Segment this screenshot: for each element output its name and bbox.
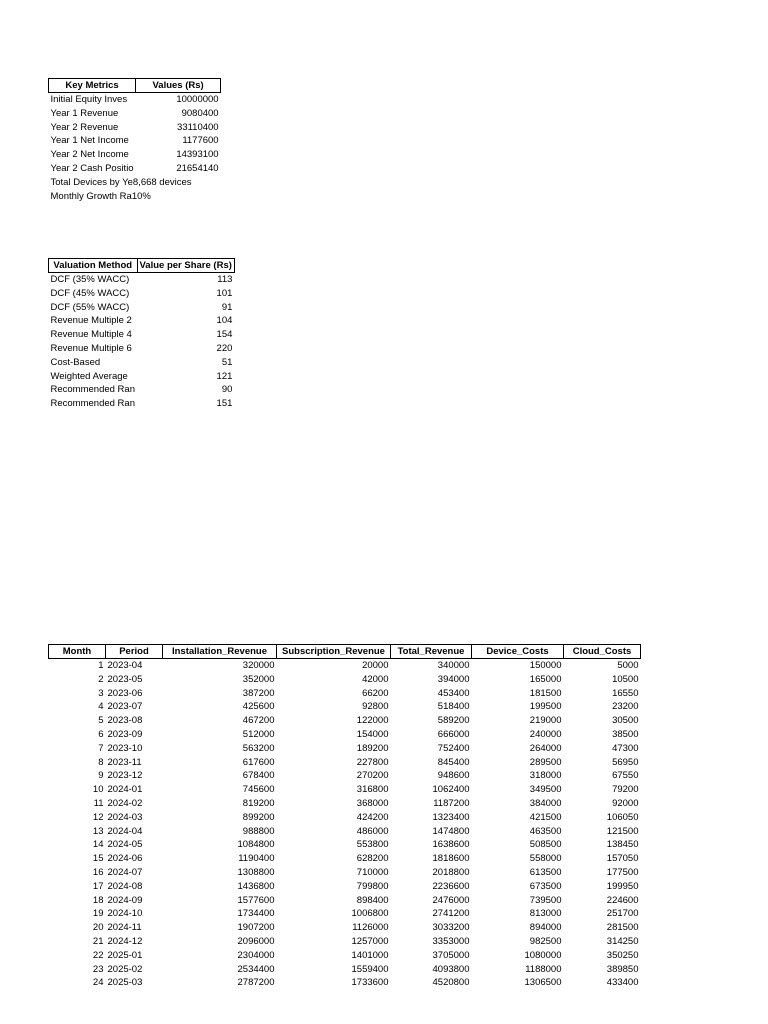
metric-label: Year 2 Cash Positio bbox=[50, 162, 134, 174]
monthly-header-row bbox=[49, 645, 641, 659]
installation-revenue-cell: 1308800 bbox=[237, 866, 275, 878]
month-cell: 16 bbox=[92, 866, 104, 878]
subscription-revenue-cell: 628200 bbox=[356, 853, 389, 865]
metric-label: Year 2 Revenue bbox=[50, 121, 119, 133]
installation-revenue-cell: 2304000 bbox=[237, 949, 275, 961]
month-header: Month bbox=[49, 645, 106, 659]
subscription-revenue-cell: 424200 bbox=[356, 811, 389, 823]
period-cell: 2024-06 bbox=[107, 853, 143, 865]
device-costs-cell: 264000 bbox=[529, 742, 562, 754]
value-per-share: 151 bbox=[216, 398, 233, 410]
installation-revenue-cell: 1907200 bbox=[237, 922, 275, 934]
subscription-revenue-cell: 1401000 bbox=[351, 949, 389, 961]
total-revenue-cell: 2476000 bbox=[432, 894, 470, 906]
cloud-costs-cell: 16550 bbox=[612, 687, 639, 699]
subscription-revenue-header: Subscription_Revenue bbox=[277, 645, 391, 659]
subscription-revenue-cell: 1126000 bbox=[352, 922, 389, 934]
total-revenue-cell: 752400 bbox=[437, 742, 470, 754]
cloud-costs-cell: 67550 bbox=[612, 770, 639, 782]
cloud-costs-cell: 177500 bbox=[606, 866, 639, 878]
cloud-costs-cell: 350250 bbox=[606, 949, 639, 961]
device-costs-cell: 421500 bbox=[529, 811, 562, 823]
device-costs-cell: 463500 bbox=[529, 825, 562, 837]
month-cell: 3 bbox=[98, 687, 104, 699]
value-per-share: 51 bbox=[221, 356, 233, 368]
month-cell: 4 bbox=[98, 701, 104, 713]
total-revenue-cell: 589200 bbox=[437, 715, 470, 727]
metric-label: Year 1 Revenue bbox=[50, 107, 119, 119]
installation-revenue-cell: 1577600 bbox=[237, 894, 275, 906]
device-costs-cell: 181500 bbox=[529, 687, 562, 699]
subscription-revenue-cell: 20000 bbox=[362, 660, 389, 671]
cloud-costs-cell: 79200 bbox=[612, 784, 639, 796]
subscription-revenue-cell: 316800 bbox=[356, 784, 389, 796]
period-cell: 2024-07 bbox=[107, 866, 143, 878]
total-revenue-cell: 4093800 bbox=[432, 963, 470, 975]
table-row bbox=[49, 907, 641, 921]
period-cell: 2024-05 bbox=[107, 839, 143, 851]
values-header: Values (Rs) bbox=[136, 79, 221, 93]
total-revenue-cell: 2236600 bbox=[432, 880, 470, 892]
table-row bbox=[49, 949, 641, 963]
device-costs-cell: 982500 bbox=[529, 935, 562, 947]
total-revenue-cell: 1062400 bbox=[432, 784, 470, 796]
subscription-revenue-cell: 1559400 bbox=[351, 963, 389, 975]
table-row bbox=[49, 328, 235, 342]
installation-revenue-cell: 467200 bbox=[242, 715, 275, 727]
table-row bbox=[49, 134, 221, 148]
metric-value: 14393100 bbox=[176, 149, 219, 161]
subscription-revenue-cell: 227800 bbox=[356, 756, 389, 768]
period-cell: 2023-07 bbox=[107, 701, 143, 713]
total-revenue-cell: 1187200 bbox=[433, 797, 470, 809]
month-cell: 22 bbox=[92, 949, 104, 961]
table-row bbox=[49, 935, 641, 949]
device-costs-cell: 508500 bbox=[529, 839, 562, 851]
table-row bbox=[49, 93, 221, 107]
device-costs-cell: 150000 bbox=[529, 660, 562, 671]
installation-revenue-cell: 563200 bbox=[242, 742, 275, 754]
subscription-revenue-cell: 486000 bbox=[356, 825, 389, 837]
value-per-share-header: Value per Share (Rs) bbox=[137, 259, 234, 273]
valuation-method: DCF (35% WACC) bbox=[50, 274, 130, 285]
subscription-revenue-cell: 799800 bbox=[356, 880, 389, 892]
month-cell: 8 bbox=[98, 756, 104, 768]
table-row bbox=[49, 838, 641, 852]
installation-revenue-cell: 899200 bbox=[242, 811, 275, 823]
metric-label: Year 1 Net Income bbox=[50, 135, 129, 147]
cloud-costs-cell: 30500 bbox=[612, 715, 639, 727]
cloud-costs-cell: 389850 bbox=[606, 963, 639, 975]
period-cell: 2023-11 bbox=[107, 756, 142, 768]
subscription-revenue-cell: 92800 bbox=[362, 701, 389, 713]
subscription-revenue-cell: 154000 bbox=[356, 728, 389, 740]
table-row bbox=[49, 370, 235, 384]
month-cell: 9 bbox=[98, 770, 104, 782]
installation-revenue-cell: 320000 bbox=[242, 660, 275, 671]
total-revenue-cell: 4520800 bbox=[432, 977, 470, 989]
month-cell: 12 bbox=[92, 811, 104, 823]
installation-revenue-cell: 425600 bbox=[242, 701, 275, 713]
value-per-share: 104 bbox=[216, 315, 233, 327]
metric-value: 21654140 bbox=[176, 162, 219, 174]
table-row bbox=[49, 700, 641, 714]
device-costs-cell: 613500 bbox=[529, 866, 562, 878]
valuation-method: DCF (45% WACC) bbox=[50, 287, 130, 299]
total-revenue-cell: 2741200 bbox=[432, 908, 470, 920]
month-cell: 19 bbox=[92, 908, 104, 920]
table-row bbox=[49, 273, 235, 287]
period-cell: 2025-01 bbox=[107, 949, 143, 961]
month-cell: 7 bbox=[98, 742, 104, 754]
month-cell: 15 bbox=[92, 853, 104, 865]
month-cell: 21 bbox=[92, 935, 104, 947]
period-cell: 2023-08 bbox=[107, 715, 143, 727]
installation-revenue-cell: 617600 bbox=[242, 756, 275, 768]
subscription-revenue-cell: 368000 bbox=[356, 797, 389, 809]
period-cell: 2023-06 bbox=[107, 687, 143, 699]
device-costs-cell: 165000 bbox=[529, 673, 562, 685]
period-cell: 2024-12 bbox=[107, 935, 143, 947]
period-cell: 2023-09 bbox=[107, 728, 143, 740]
total-revenue-cell: 1818600 bbox=[432, 853, 470, 865]
key-metrics-header-row bbox=[49, 79, 221, 93]
device-costs-cell: 349500 bbox=[529, 784, 562, 796]
valuation-method: Weighted Average bbox=[50, 370, 128, 382]
table-row bbox=[49, 797, 641, 811]
cloud-costs-header: Cloud_Costs bbox=[564, 645, 641, 659]
month-cell: 23 bbox=[92, 963, 104, 975]
metric-row bbox=[49, 176, 221, 190]
cloud-costs-cell: 138450 bbox=[606, 839, 639, 851]
period-cell: 2025-02 bbox=[107, 963, 143, 975]
installation-revenue-cell: 1436800 bbox=[237, 880, 275, 892]
device-costs-cell: 894000 bbox=[529, 922, 562, 934]
installation-revenue-cell: 387200 bbox=[242, 687, 275, 699]
total-revenue-cell: 518400 bbox=[437, 701, 470, 713]
table-row bbox=[49, 687, 641, 701]
table-row bbox=[49, 107, 221, 121]
cloud-costs-cell: 199950 bbox=[606, 880, 639, 892]
device-costs-cell: 1188000 bbox=[525, 963, 562, 975]
table-row bbox=[49, 852, 641, 866]
installation-revenue-cell: 2096000 bbox=[237, 935, 275, 947]
total-revenue-cell: 948600 bbox=[437, 770, 470, 782]
table-row bbox=[49, 811, 641, 825]
month-cell: 2 bbox=[98, 673, 104, 685]
period-cell: 2024-03 bbox=[107, 811, 143, 823]
cloud-costs-cell: 47300 bbox=[612, 742, 639, 754]
valuation-method: Revenue Multiple 4 bbox=[50, 329, 132, 341]
period-cell: 2024-02 bbox=[107, 797, 143, 809]
value-per-share: 90 bbox=[221, 384, 233, 396]
value-per-share: 154 bbox=[216, 329, 233, 341]
table-row bbox=[49, 176, 221, 190]
table-row bbox=[49, 825, 641, 839]
period-header: Period bbox=[106, 645, 163, 659]
period-cell: 2024-01 bbox=[107, 784, 143, 796]
cloud-costs-cell: 5000 bbox=[617, 660, 639, 671]
table-row bbox=[49, 356, 235, 370]
total-revenue-cell: 3033200 bbox=[432, 922, 470, 934]
device-costs-cell: 558000 bbox=[529, 853, 562, 865]
table-row bbox=[49, 301, 235, 315]
valuation-header-row bbox=[49, 259, 235, 273]
table-row bbox=[49, 397, 235, 411]
valuation-method-header: Valuation Method bbox=[49, 259, 138, 273]
month-cell: 1 bbox=[98, 660, 104, 671]
metric-label: Total Devices by Ye bbox=[50, 176, 133, 188]
month-cell: 10 bbox=[92, 784, 104, 796]
cloud-costs-cell: 281500 bbox=[606, 922, 639, 934]
installation-revenue-cell: 512000 bbox=[242, 728, 275, 740]
month-cell: 14 bbox=[92, 839, 104, 851]
table-row bbox=[49, 287, 235, 301]
cloud-costs-cell: 10500 bbox=[612, 673, 639, 685]
total-revenue-cell: 666000 bbox=[437, 728, 470, 740]
period-cell: 2024-09 bbox=[107, 894, 143, 906]
total-revenue-cell: 453400 bbox=[437, 687, 470, 699]
subscription-revenue-cell: 1006800 bbox=[351, 908, 389, 920]
table-row bbox=[49, 783, 641, 797]
device-costs-cell: 673500 bbox=[529, 880, 562, 892]
month-cell: 18 bbox=[92, 894, 104, 906]
installation-revenue-cell: 352000 bbox=[242, 673, 275, 685]
installation-revenue-cell: 1190400 bbox=[238, 853, 275, 865]
device-costs-cell: 199500 bbox=[529, 701, 562, 713]
subscription-revenue-cell: 710000 bbox=[356, 866, 389, 878]
table-row bbox=[49, 314, 235, 328]
cloud-costs-cell: 224600 bbox=[606, 894, 639, 906]
total-revenue-cell: 1323400 bbox=[432, 811, 470, 823]
value-per-share: 113 bbox=[217, 274, 233, 285]
subscription-revenue-cell: 553800 bbox=[356, 839, 389, 851]
period-cell: 2023-04 bbox=[107, 660, 143, 671]
metric-label: Year 2 Net Income bbox=[50, 149, 129, 161]
device-costs-cell: 219000 bbox=[529, 715, 562, 727]
valuation-table bbox=[48, 258, 235, 411]
device-costs-cell: 813000 bbox=[529, 908, 562, 920]
metric-label: Monthly Growth Ra bbox=[50, 190, 132, 202]
period-cell: 2023-05 bbox=[107, 673, 143, 685]
value-per-share: 101 bbox=[216, 287, 233, 299]
key-metrics-header: Key Metrics bbox=[49, 79, 136, 93]
table-row bbox=[49, 963, 641, 977]
subscription-revenue-cell: 42000 bbox=[362, 673, 389, 685]
device-costs-cell: 318000 bbox=[529, 770, 562, 782]
cloud-costs-cell: 157050 bbox=[606, 853, 639, 865]
month-cell: 11 bbox=[93, 797, 104, 809]
subscription-revenue-cell: 270200 bbox=[356, 770, 389, 782]
month-cell: 13 bbox=[92, 825, 104, 837]
installation-revenue-cell: 678400 bbox=[242, 770, 275, 782]
installation-revenue-cell: 1084800 bbox=[237, 839, 275, 851]
month-cell: 24 bbox=[92, 977, 104, 989]
month-cell: 5 bbox=[98, 715, 104, 727]
total-revenue-cell: 3705000 bbox=[432, 949, 470, 961]
valuation-method: Revenue Multiple 2 bbox=[50, 315, 132, 327]
metric-value: 9080400 bbox=[181, 107, 219, 119]
cloud-costs-cell: 314250 bbox=[606, 935, 639, 947]
table-row bbox=[49, 880, 641, 894]
device-costs-cell: 1080000 bbox=[524, 949, 562, 961]
device-costs-cell: 1306500 bbox=[524, 977, 562, 989]
table-row bbox=[49, 921, 641, 935]
total-revenue-header: Total_Revenue bbox=[391, 645, 472, 659]
device-costs-cell: 384000 bbox=[529, 797, 562, 809]
table-row bbox=[49, 162, 221, 176]
metric-value: 1177600 bbox=[182, 135, 219, 147]
month-cell: 6 bbox=[98, 728, 104, 740]
total-revenue-cell: 394000 bbox=[437, 673, 470, 685]
period-cell: 2023-12 bbox=[107, 770, 143, 782]
subscription-revenue-cell: 122000 bbox=[356, 715, 389, 727]
valuation-method: Recommended Ran bbox=[50, 384, 135, 396]
monthly-projection-table bbox=[48, 644, 641, 990]
valuation-method: Revenue Multiple 6 bbox=[50, 342, 132, 354]
period-cell: 2023-10 bbox=[107, 742, 143, 754]
installation-revenue-header: Installation_Revenue bbox=[163, 645, 277, 659]
cloud-costs-cell: 433400 bbox=[606, 977, 639, 989]
device-costs-cell: 289500 bbox=[529, 756, 562, 768]
metric-value: 8,668 devices bbox=[132, 176, 192, 188]
table-row bbox=[49, 190, 221, 204]
value-per-share: 121 bbox=[216, 370, 233, 382]
valuation-method: Recommended Ran bbox=[50, 398, 135, 410]
cloud-costs-cell: 56950 bbox=[612, 756, 639, 768]
period-cell: 2024-04 bbox=[107, 825, 143, 837]
metric-value: 33110400 bbox=[177, 121, 219, 133]
key-metrics-table bbox=[48, 78, 221, 203]
cloud-costs-cell: 121500 bbox=[606, 825, 639, 837]
subscription-revenue-cell: 1733600 bbox=[351, 977, 389, 989]
metric-row bbox=[49, 190, 221, 204]
installation-revenue-cell: 745600 bbox=[242, 784, 275, 796]
period-cell: 2024-08 bbox=[107, 880, 143, 892]
cloud-costs-cell: 38500 bbox=[612, 728, 639, 740]
table-row bbox=[49, 742, 641, 756]
cloud-costs-cell: 106050 bbox=[606, 811, 639, 823]
valuation-method: DCF (55% WACC) bbox=[50, 301, 130, 313]
total-revenue-cell: 2018800 bbox=[432, 866, 470, 878]
total-revenue-cell: 1638600 bbox=[432, 839, 470, 851]
total-revenue-cell: 845400 bbox=[437, 756, 470, 768]
table-row bbox=[49, 769, 641, 783]
month-cell: 17 bbox=[92, 880, 104, 892]
total-revenue-cell: 3353000 bbox=[432, 935, 470, 947]
table-row bbox=[49, 714, 641, 728]
table-row bbox=[49, 659, 641, 673]
table-row bbox=[49, 728, 641, 742]
metric-label: Initial Equity Inves bbox=[50, 94, 128, 105]
installation-revenue-cell: 988800 bbox=[242, 825, 275, 837]
subscription-revenue-cell: 66200 bbox=[362, 687, 389, 699]
device-costs-cell: 240000 bbox=[529, 728, 562, 740]
metric-value: 10% bbox=[131, 190, 151, 202]
table-row bbox=[49, 894, 641, 908]
installation-revenue-cell: 2534400 bbox=[237, 963, 275, 975]
table-row bbox=[49, 121, 221, 135]
valuation-method: Cost-Based bbox=[50, 356, 101, 368]
table-row bbox=[49, 673, 641, 687]
cloud-costs-cell: 23200 bbox=[612, 701, 639, 713]
period-cell: 2025-03 bbox=[107, 977, 143, 989]
metric-value: 10000000 bbox=[176, 94, 219, 105]
month-cell: 20 bbox=[92, 922, 104, 934]
table-row bbox=[49, 756, 641, 770]
value-per-share: 91 bbox=[221, 301, 233, 313]
installation-revenue-cell: 2787200 bbox=[237, 977, 275, 989]
table-row bbox=[49, 976, 641, 990]
total-revenue-cell: 1474800 bbox=[432, 825, 470, 837]
period-cell: 2024-10 bbox=[107, 908, 143, 920]
subscription-revenue-cell: 1257000 bbox=[351, 935, 389, 947]
device-costs-cell: 739500 bbox=[529, 894, 562, 906]
table-row bbox=[49, 383, 235, 397]
subscription-revenue-cell: 189200 bbox=[356, 742, 389, 754]
cloud-costs-cell: 251700 bbox=[606, 908, 639, 920]
table-row bbox=[49, 866, 641, 880]
table-row bbox=[49, 148, 221, 162]
table-row bbox=[49, 342, 235, 356]
installation-revenue-cell: 1734400 bbox=[237, 908, 275, 920]
cloud-costs-cell: 92000 bbox=[612, 797, 639, 809]
installation-revenue-cell: 819200 bbox=[242, 797, 275, 809]
period-cell: 2024-11 bbox=[107, 922, 142, 934]
subscription-revenue-cell: 898400 bbox=[356, 894, 389, 906]
total-revenue-cell: 340000 bbox=[437, 660, 470, 671]
value-per-share: 220 bbox=[216, 342, 233, 354]
device-costs-header: Device_Costs bbox=[472, 645, 564, 659]
